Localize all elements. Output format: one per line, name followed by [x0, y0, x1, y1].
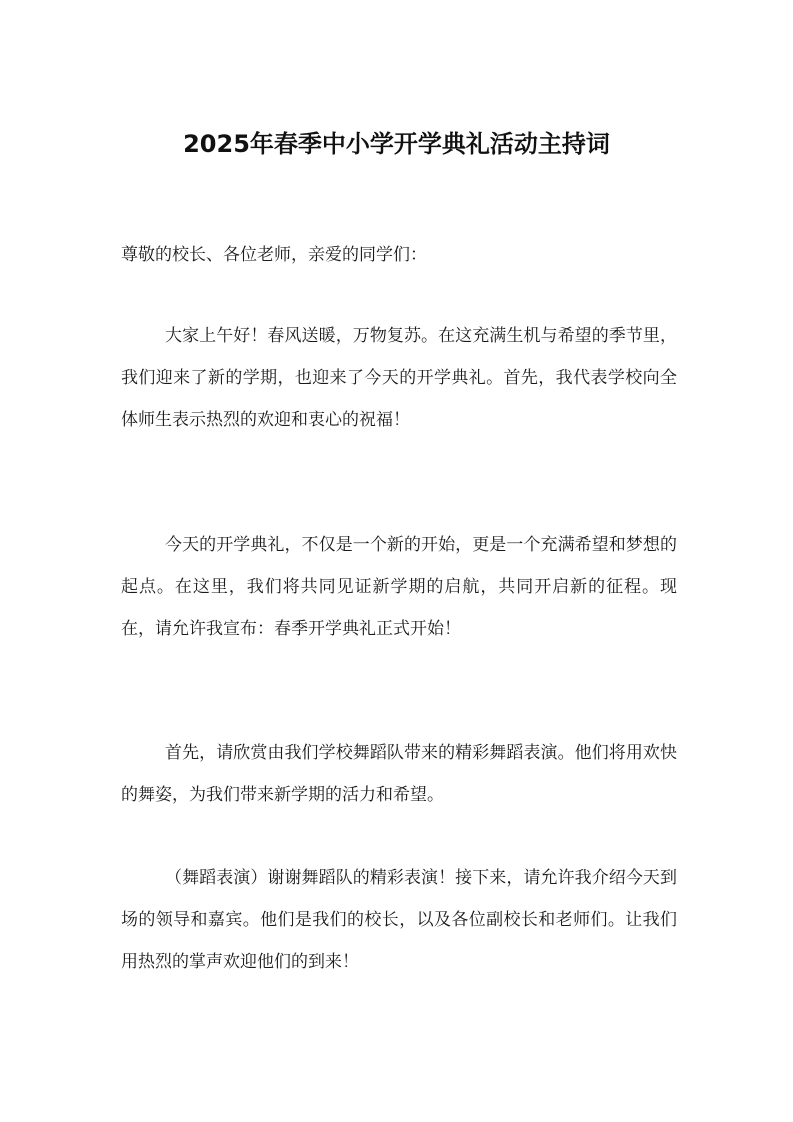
paragraph-guest-intro: （舞蹈表演）谢谢舞蹈队的精彩表演！接下来，请允许我介绍今天到场的领导和嘉宾。他们是我们的校长，以及各位副校长和老师们。让我们用热烈的掌声欢迎他们的到来！: [121, 868, 677, 972]
paragraph-dance-intro: 首先，请欣赏由我们学校舞蹈队带来的精彩舞蹈表演。他们将用欢快的舞姿，为我们带来新学期的活力和希望。: [121, 743, 677, 805]
document-title: 2025年春季中小学开学典礼活动主持词: [183, 130, 610, 158]
paragraph-opening: 大家上午好！春风送暖，万物复苏。在这充满生机与希望的季节里，我们迎来了新的学期，也迎来了今天的开学典礼。首先，我代表学校向全体师生表示热烈的欢迎和衷心的祝福！: [121, 326, 677, 430]
salutation: 尊敬的校长、各位老师，亲爱的同学们：: [121, 245, 427, 265]
paragraph-announcement: 今天的开学典礼，不仅是一个新的开始，更是一个充满希望和梦想的起点。在这里，我们将共同见证新学期的启航，共同开启新的征程。现在，请允许我宣布：春季开学典礼正式开始！: [121, 535, 677, 639]
